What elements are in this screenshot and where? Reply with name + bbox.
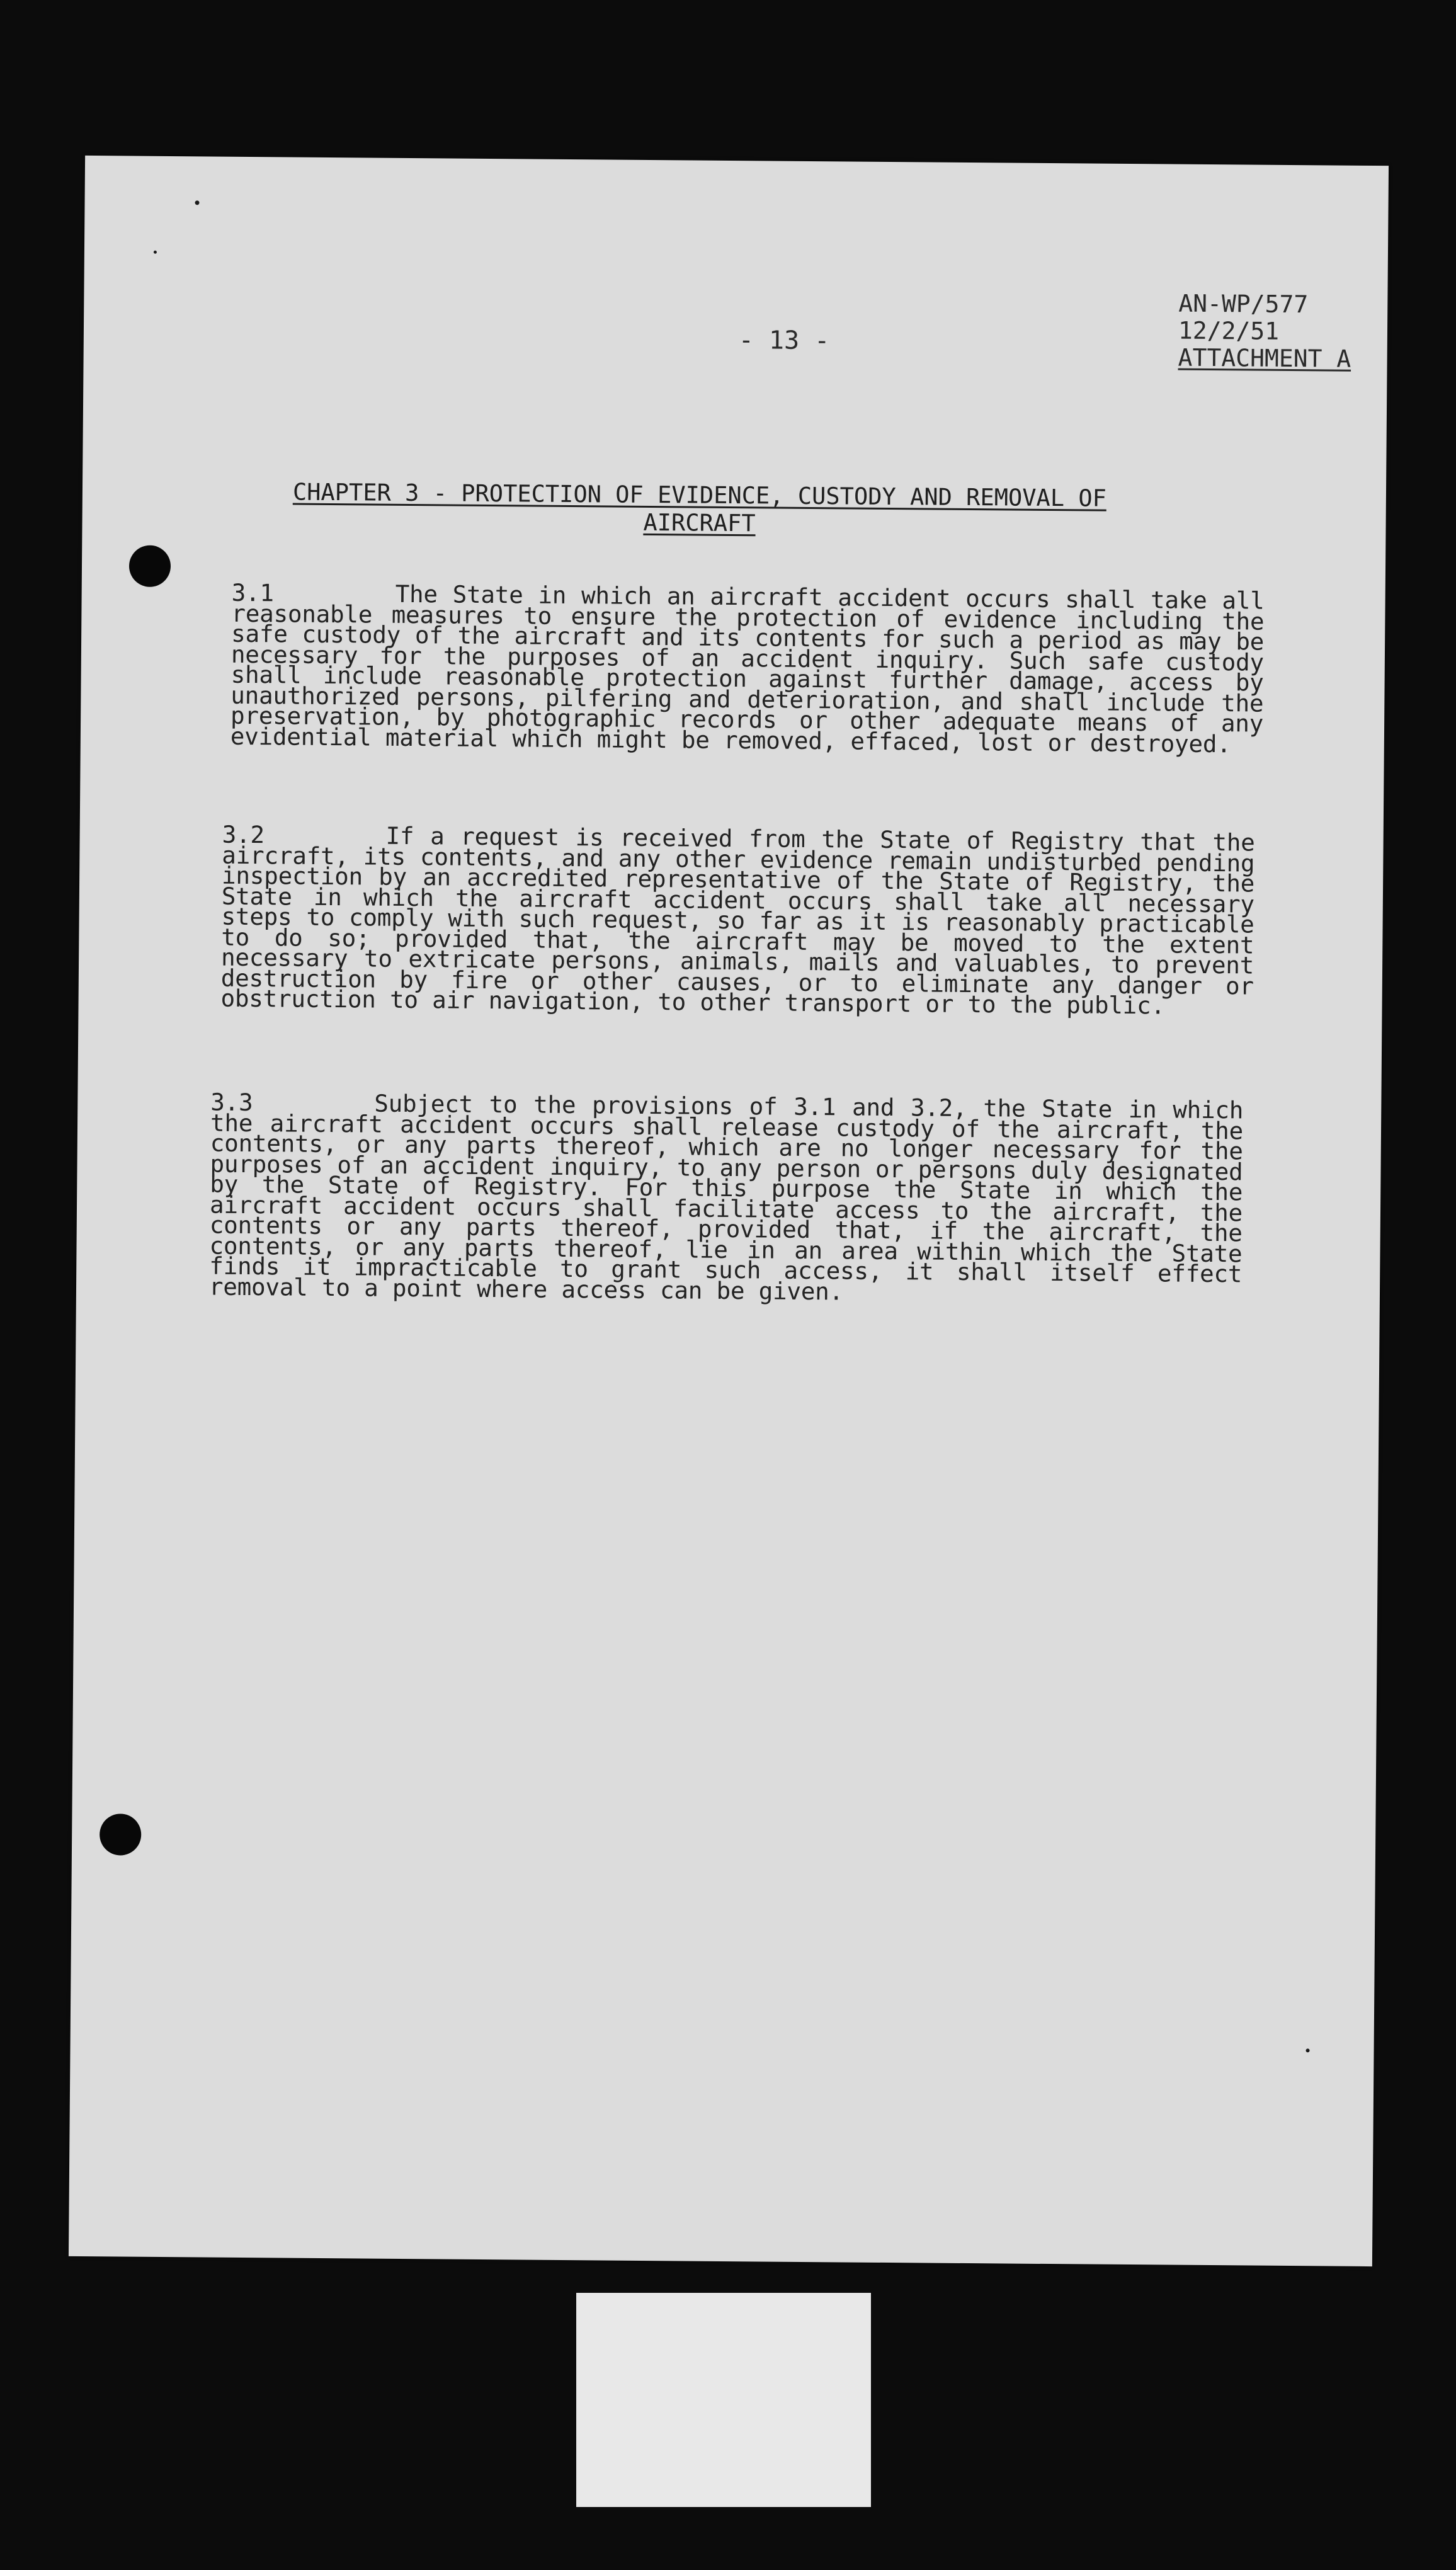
document-date: 12/2/51 bbox=[1178, 316, 1280, 345]
paper-speck bbox=[154, 251, 157, 254]
section-number: 3.1 bbox=[231, 578, 274, 607]
section-paragraph bbox=[230, 578, 1265, 758]
section-number: 3.2 bbox=[222, 820, 264, 849]
section-text: The State in which an aircraft accident occurs shall take all reasonable measures to ensure the protection of evidence including the safe custody of the aircraft and its contents for such a period as may be necessary for the purposes of an accident inquiry. Such safe custody shall include reasonable protection against further damage, access by unauthorized persons, pilfering and deterioration, and shall include the preservation, by photographic records or other adequate means of any evidential material which might be removed, effaced, lost or destroyed. bbox=[230, 580, 1265, 758]
punch-hole bbox=[129, 545, 171, 587]
blank-label-card bbox=[576, 2293, 871, 2507]
attachment-label: ATTACHMENT A bbox=[1178, 343, 1351, 373]
section-paragraph bbox=[208, 1088, 1244, 1305]
document-page bbox=[69, 156, 1389, 2266]
paper-speck bbox=[195, 200, 200, 205]
punch-hole bbox=[100, 1813, 142, 1856]
document-reference bbox=[1178, 290, 1351, 373]
paper-speck bbox=[1306, 2048, 1310, 2052]
page-number: - 13 - bbox=[738, 326, 830, 356]
section-number: 3.3 bbox=[210, 1088, 253, 1117]
section-paragraph bbox=[220, 820, 1255, 1020]
document-code: AN-WP/577 bbox=[1178, 289, 1309, 319]
section-text: Subject to the provisions of 3.1 and 3.2, the State in which the aircraft accident occurs shall release custody of the aircraft, the contents, or any parts thereof, which are no longer necessary for the purposes of an accident inquiry, to any person or persons duly designated by the State of Registry. For this purpose the State in which the aircraft accident occurs shall facilitate access to the aircraft, the contents or any parts thereof, provided that, if the aircraft, the contents, or any parts thereof, lie in an area within which the State finds it impracticable to grant such access, it shall itself effect removal to a point where access can be given. bbox=[208, 1089, 1244, 1305]
chapter-title: CHAPTER 3 - PROTECTION OF EVIDENCE, CUSTODY AND REMOVAL OF AIRCRAFT bbox=[292, 478, 1107, 537]
section-text: If a request is received from the State of Registry that the aircraft, its contents, and any other evidence remain undisturbed pending inspection by an accredited representative of the State of Registry, the State in which the aircraft accident occurs shall take all necessary steps to comply with such request, so far as it is reasonably practicable to do so; provided that, the aircraft may be moved to the extent necessary to extricate persons, animals, mails and valuables, to prevent destruction by fire or other causes, or to eliminate any danger or obstruction to air navigation, to other transport or to the public. bbox=[220, 821, 1255, 1020]
